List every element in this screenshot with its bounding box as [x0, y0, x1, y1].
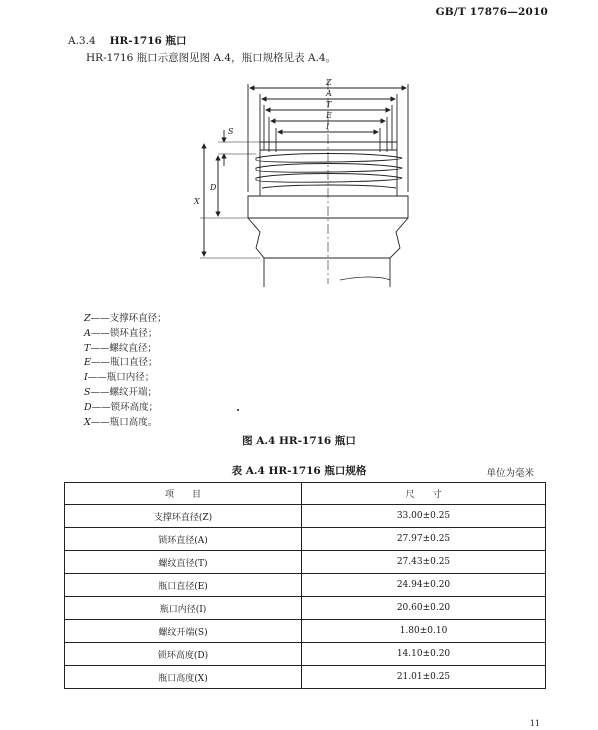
- cell-item: 瓶口内径(I): [65, 597, 302, 620]
- table-unit: 单位为毫米: [486, 468, 534, 479]
- section-number: A.3.4: [68, 35, 96, 47]
- cell-size: 1.80±0.10: [302, 620, 546, 643]
- cell-item: 螺纹开端(S): [65, 620, 302, 643]
- figure-caption: 图 A.4 HR-1716 瓶口: [242, 435, 356, 447]
- dim-label-s: S: [228, 127, 234, 136]
- dim-label-z: Z: [326, 78, 332, 87]
- stray-mark: [237, 409, 239, 411]
- table-row: [65, 620, 546, 643]
- legend-item: D——锁环高度；: [84, 401, 159, 413]
- intro-paragraph: HR-1716 瓶口示意图见图 A.4，瓶口规格见表 A.4。: [86, 52, 337, 64]
- dim-label-i: I: [326, 122, 330, 131]
- cell-item: 锁环直径(A): [65, 528, 302, 551]
- cell-size: 27.97±0.25: [302, 528, 546, 551]
- section-title: HR-1716 瓶口: [109, 35, 187, 47]
- table-row: [65, 551, 546, 574]
- section-heading: [68, 33, 187, 48]
- legend-item: S——螺纹开端；: [84, 386, 158, 398]
- legend-item: E——瓶口直径；: [84, 357, 158, 369]
- table-row: [65, 505, 546, 528]
- cell-item: 螺纹直径(T): [65, 551, 302, 574]
- cell-item: 锁环高度(D): [65, 643, 302, 666]
- dim-label-a: A: [326, 89, 332, 98]
- legend-item: T——螺纹直径；: [84, 342, 157, 354]
- cell-size: 14.10±0.20: [302, 643, 546, 666]
- standard-number-header: GB/T 17876—2010: [435, 6, 548, 18]
- cell-item: 支撑环直径(Z): [65, 505, 302, 528]
- legend-item: X——瓶口高度。: [84, 416, 158, 428]
- legend-item: Z——支撑环直径；: [84, 313, 167, 324]
- legend-item: I——瓶口内径；: [84, 372, 155, 384]
- table-row: [65, 574, 546, 597]
- cell-size: 21.01±0.25: [302, 666, 546, 689]
- column-header-item: 项 目: [65, 483, 302, 505]
- bottle-finish-drawing: [190, 72, 430, 294]
- table-row: [65, 597, 546, 620]
- page-number: 11: [529, 719, 540, 728]
- legend-item: A——锁环直径；: [84, 327, 158, 339]
- column-header-size: 尺 寸: [302, 483, 546, 505]
- table-row: [65, 666, 546, 689]
- table-header-row: [65, 483, 546, 505]
- cell-item: 瓶口直径(E): [65, 574, 302, 597]
- cell-size: 27.43±0.25: [302, 551, 546, 574]
- table-caption: 表 A.4 HR-1716 瓶口规格: [231, 465, 367, 477]
- cell-size: 24.94±0.20: [302, 574, 546, 597]
- cell-size: 20.60±0.20: [302, 597, 546, 620]
- dim-label-t: T: [326, 100, 332, 109]
- dim-label-d: D: [210, 183, 217, 192]
- figure-legend: [84, 312, 167, 430]
- dim-label-e: E: [326, 111, 332, 120]
- cell-size: 33.00±0.25: [302, 505, 546, 528]
- spec-table: [64, 482, 546, 689]
- cell-item: 瓶口高度(X): [65, 666, 302, 689]
- dim-label-x: X: [194, 197, 200, 206]
- table-row: [65, 643, 546, 666]
- table-row: [65, 528, 546, 551]
